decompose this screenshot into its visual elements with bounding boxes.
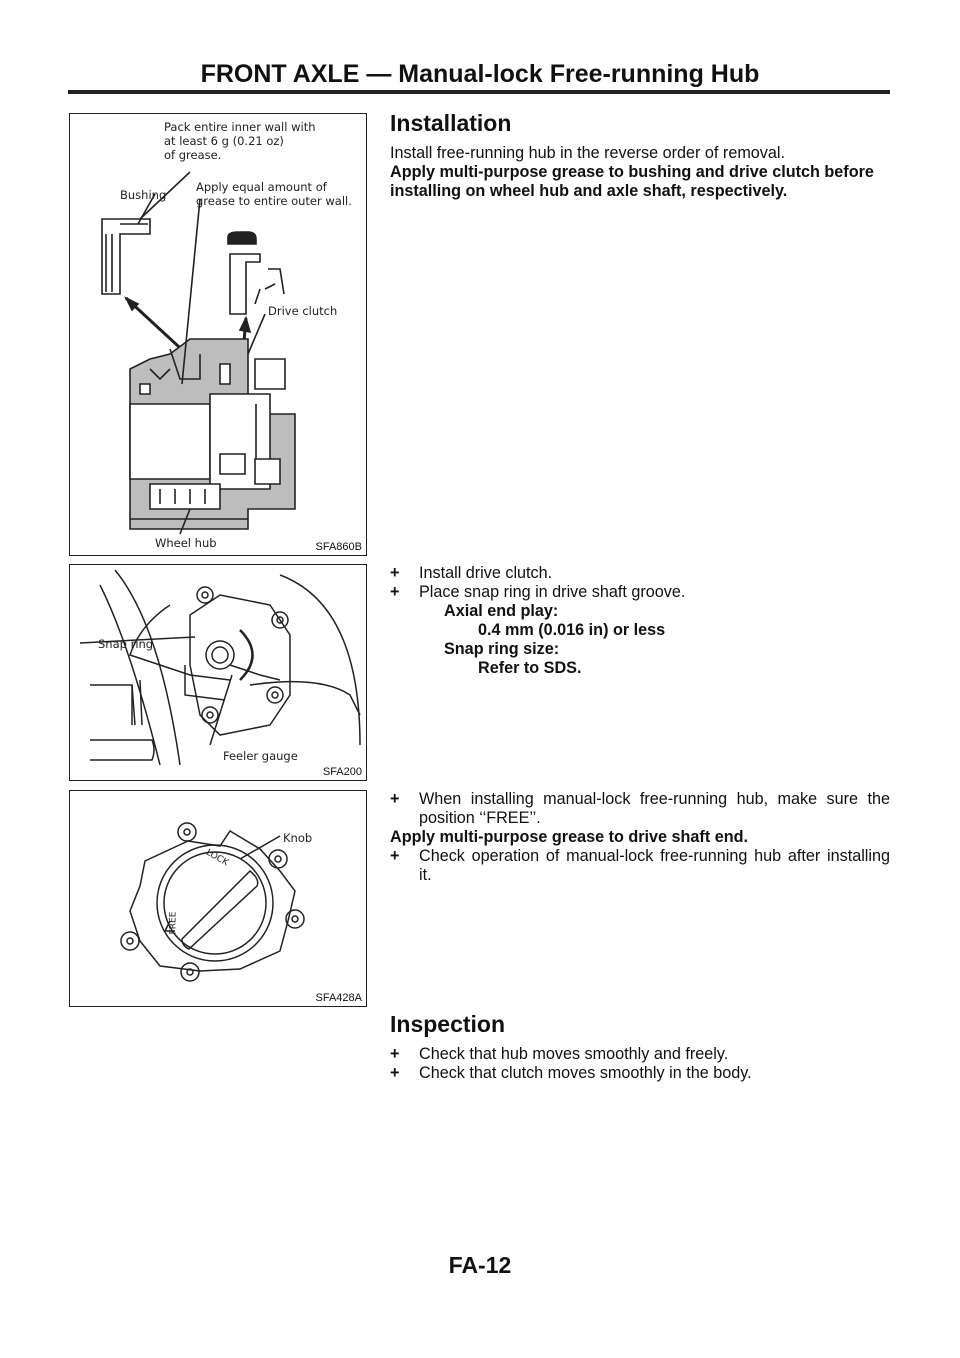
- spec-axial-end-play-label: Axial end play:: [444, 602, 559, 620]
- bullet-text: Check operation of manual-lock free-running hub after installing it.: [419, 847, 890, 884]
- callout-apply-grease: Apply equal amount of grease to entire outer wall.: [196, 180, 352, 208]
- drive-shaft-grease-note: Apply multi-purpose grease to drive shaft end.: [390, 828, 748, 846]
- bullet-check-operation: [390, 847, 890, 885]
- bullet-text: When installing manual-lock free-running hub, make sure the position ‘‘FREE’’.: [419, 790, 890, 827]
- inspection-bullet-hub: [390, 1045, 890, 1064]
- figure-hub-cross-section: [69, 113, 367, 556]
- bullet-place-snap-ring: [390, 583, 890, 602]
- callout-bushing: Bushing: [120, 188, 167, 202]
- figure-code: SFA428A: [315, 992, 362, 1004]
- figure-snap-ring: [69, 564, 367, 781]
- snap-ring-drawing: [70, 565, 367, 781]
- callout-snap-ring: Snap ring: [98, 637, 154, 651]
- spec-snap-ring-size-label: Snap ring size:: [444, 640, 560, 658]
- installation-grease-note: Apply multi-purpose grease to bushing and drive clutch before installing on wheel hub and axle shaft, respectively.: [390, 163, 874, 200]
- callout-feeler-gauge: Feeler gauge: [223, 749, 298, 763]
- bullet-marker: +: [390, 1064, 400, 1082]
- bullet-marker: +: [390, 583, 400, 601]
- spec-snap-ring-size-value: Refer to SDS.: [478, 659, 582, 677]
- bullet-free-position: [390, 790, 890, 828]
- figure-code: SFA860B: [315, 541, 362, 553]
- bullet-marker: +: [390, 1045, 400, 1063]
- bullet-marker: +: [390, 847, 400, 865]
- knob-free-label: FREE: [168, 911, 179, 935]
- bullet-marker: +: [390, 564, 400, 582]
- bullet-text: Check that clutch moves smoothly in the body.: [419, 1064, 752, 1082]
- knob-lock-label: LOCK: [204, 847, 230, 869]
- bullet-marker: +: [390, 790, 400, 808]
- header-rule: [68, 90, 890, 94]
- callout-wheel-hub: Wheel hub: [155, 536, 217, 550]
- knob-drawing: [70, 791, 367, 1007]
- bullet-text: Place snap ring in drive shaft groove.: [419, 583, 686, 601]
- installation-heading: Installation: [390, 110, 512, 136]
- page-header-title: FRONT AXLE — Manual-lock Free-running Hub: [200, 60, 760, 88]
- inspection-bullet-clutch: [390, 1064, 890, 1083]
- callout-drive-clutch: Drive clutch: [268, 304, 338, 318]
- page-number: FA-12: [448, 1252, 512, 1278]
- bullet-install-drive-clutch: [390, 564, 890, 583]
- installation-intro: Install free-running hub in the reverse order of removal.: [390, 144, 785, 162]
- figure-knob: [69, 790, 367, 1007]
- spec-axial-end-play-value: 0.4 mm (0.016 in) or less: [478, 621, 666, 639]
- bullet-text: Install drive clutch.: [419, 564, 553, 582]
- figure-code: SFA200: [322, 766, 362, 778]
- callout-pack-inner-wall: Pack entire inner wall with at least 6 g (0.21 oz) of grease.: [164, 120, 316, 162]
- bullet-text: Check that hub moves smoothly and freely.: [419, 1045, 729, 1063]
- callout-knob: Knob: [283, 831, 313, 845]
- inspection-heading: Inspection: [390, 1011, 506, 1037]
